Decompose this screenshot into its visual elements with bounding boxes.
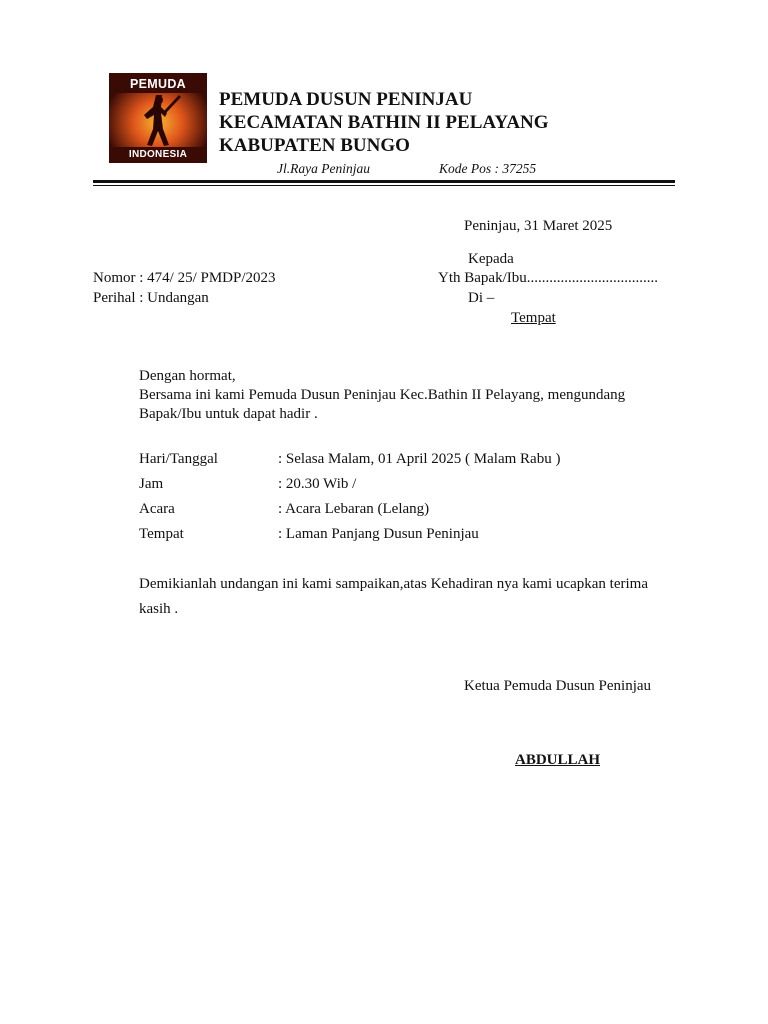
- detail-value: : 20.30 Wib /: [278, 476, 357, 492]
- opening-greeting: Dengan hormat,: [139, 368, 236, 384]
- header-rule-thin: [93, 185, 675, 186]
- detail-value: : Acara Lebaran (Lelang): [278, 501, 430, 517]
- org-name-line1: PEMUDA DUSUN PENINJAU: [219, 89, 473, 110]
- closing-line-1: Demikianlah undangan ini kami sampaikan,atas Kehadiran nya kami ucapkan terima: [139, 576, 648, 592]
- closing-line-2: kasih .: [139, 601, 179, 617]
- recipient-yth: Yth Bapak/Ibu...................................: [438, 270, 658, 286]
- signature-title: Ketua Pemuda Dusun Peninjau: [464, 678, 652, 694]
- signature-name: ABDULLAH: [515, 752, 601, 768]
- body-line-2: Bapak/Ibu untuk dapat hadir .: [139, 406, 318, 422]
- place-date: Peninjau, 31 Maret 2025: [464, 218, 613, 234]
- address-postcode: Kode Pos : 37255: [439, 161, 537, 176]
- detail-label: Tempat: [139, 526, 184, 542]
- org-name-line2: KECAMATAN BATHIN II PELAYANG: [219, 112, 549, 133]
- recipient-kepada: Kepada: [468, 251, 514, 267]
- letter-subject: Perihal : Undangan: [93, 290, 209, 306]
- org-name-line3: KABUPATEN BUNGO: [219, 135, 410, 156]
- recipient-tempat: Tempat: [511, 310, 556, 326]
- detail-label: Jam: [139, 476, 164, 492]
- body-line-1: Bersama ini kami Pemuda Dusun Peninjau Kec.Bathin II Pelayang, mengundang: [139, 387, 626, 403]
- detail-value: : Laman Panjang Dusun Peninjau: [278, 526, 479, 542]
- detail-value: : Selasa Malam, 01 April 2025 ( Malam Rabu ): [278, 451, 561, 467]
- logo-bottom-text: INDONESIA: [128, 149, 188, 160]
- detail-label: Hari/Tanggal: [139, 451, 218, 467]
- recipient-di: Di –: [468, 290, 495, 306]
- address-street: Jl.Raya Peninjau: [277, 161, 370, 176]
- detail-label: Acara: [139, 501, 175, 517]
- organization-logo: [109, 73, 207, 163]
- logo-top-text: PEMUDA: [130, 77, 186, 91]
- header-rule-thick: [93, 180, 675, 183]
- letter-number: Nomor : 474/ 25/ PMDP/2023: [93, 270, 276, 286]
